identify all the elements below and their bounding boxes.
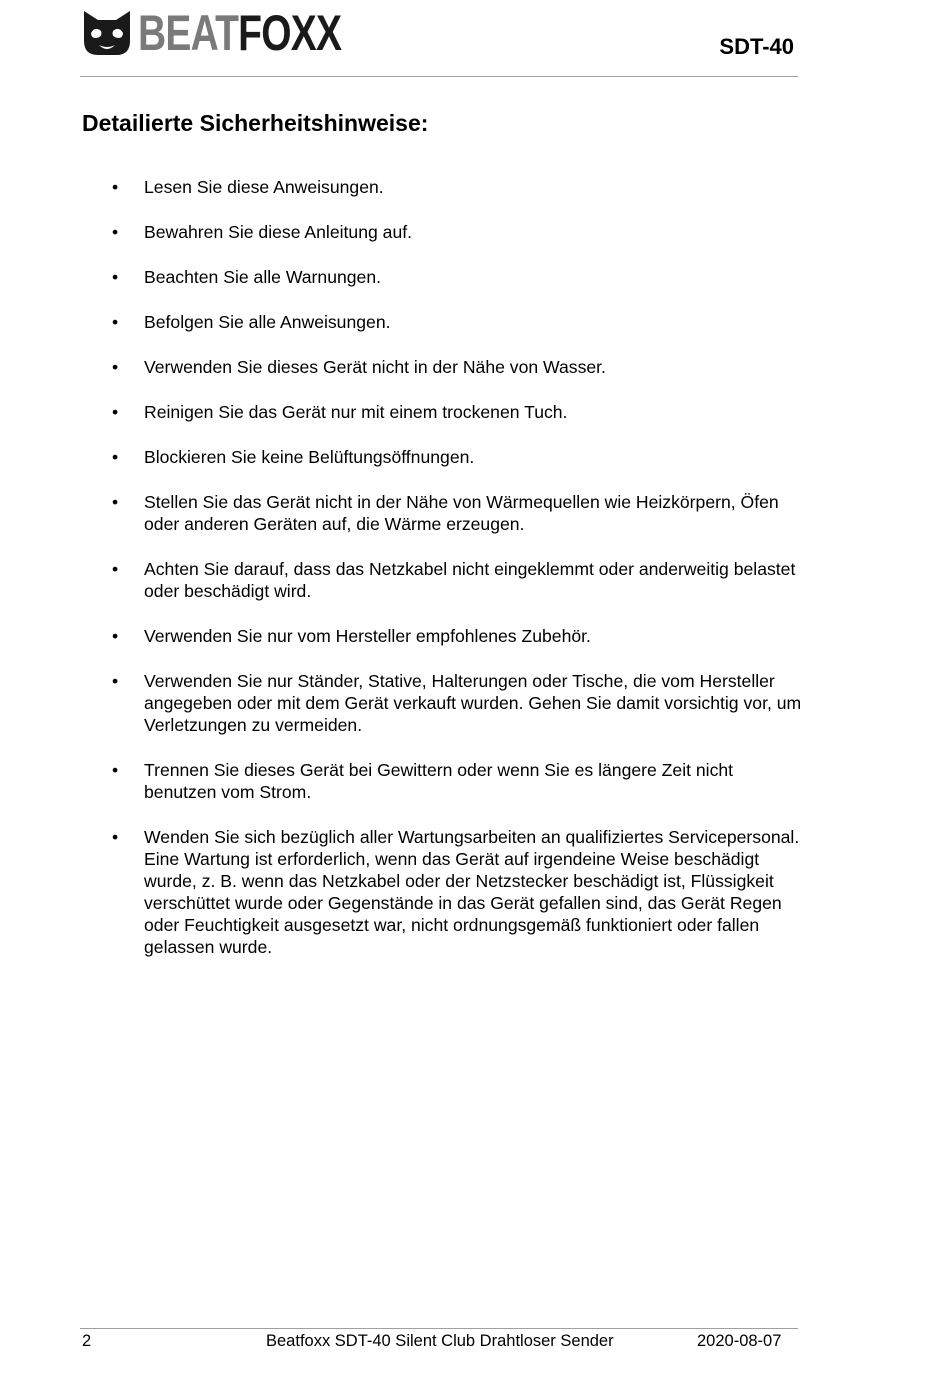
bullet-icon: • bbox=[112, 177, 119, 197]
footer-divider bbox=[80, 1328, 798, 1329]
bullet-icon: • bbox=[112, 312, 119, 332]
bullet-icon: • bbox=[112, 760, 119, 780]
model-label: SDT-40 bbox=[719, 34, 794, 59]
safety-list-item bbox=[112, 670, 802, 736]
brand-logo bbox=[82, 5, 399, 61]
bullet-icon: • bbox=[112, 402, 119, 422]
fox-logo-icon bbox=[82, 11, 132, 55]
safety-list bbox=[112, 176, 802, 981]
safety-item-text: Verwenden Sie dieses Gerät nicht in der Nähe von Wasser. bbox=[144, 357, 606, 377]
safety-list-item bbox=[112, 266, 802, 288]
section-heading: Detailierte Sicherheitshinweise: bbox=[82, 110, 429, 136]
bullet-icon: • bbox=[112, 626, 119, 646]
safety-list-item bbox=[112, 221, 802, 243]
safety-item-text: Achten Sie darauf, dass das Netzkabel nicht eingeklemmt oder anderweitig belastet oder beschädigt wird. bbox=[144, 559, 796, 601]
safety-list-item bbox=[112, 356, 802, 378]
footer-title: Beatfoxx SDT-40 Silent Club Drahtloser Sender bbox=[266, 1332, 614, 1350]
safety-item-text: Beachten Sie alle Warnungen. bbox=[144, 267, 382, 287]
bullet-icon: • bbox=[112, 222, 119, 242]
bullet-icon: • bbox=[112, 671, 119, 691]
bullet-icon: • bbox=[112, 357, 119, 377]
page-number: 2 bbox=[82, 1332, 92, 1350]
safety-item-text: Wenden Sie sich bezüglich aller Wartungsarbeiten an qualifiziertes Servicepersonal. Eine Wartung ist erforderlich, wenn das Gerät auf irgendeine Weise beschädigt wurde, z. B. wenn das Netzkabel oder der Netzstecker beschädigt ist, Flüssigkeit verschüttet wurde oder Gegenstände in das Gerät gefallen sind, das Gerät Regen oder Feuchtigkeit ausgesetzt war, nicht ordnungsgemäß funktioniert oder fallen gelassen wurde. bbox=[144, 827, 800, 957]
safety-list-item bbox=[112, 625, 802, 647]
safety-item-text: Verwenden Sie nur vom Hersteller empfohlenes Zubehör. bbox=[144, 626, 591, 646]
safety-item-text: Stellen Sie das Gerät nicht in der Nähe von Wärmequellen wie Heizkörpern, Öfen oder anderen Geräten auf, die Wärme erzeugen. bbox=[144, 492, 779, 534]
safety-item-text: Bewahren Sie diese Anleitung auf. bbox=[144, 222, 413, 242]
safety-list-item bbox=[112, 759, 802, 803]
safety-list-item bbox=[112, 401, 802, 423]
safety-list-item bbox=[112, 826, 802, 958]
bullet-icon: • bbox=[112, 447, 119, 467]
footer-date: 2020-08-07 bbox=[697, 1332, 782, 1350]
safety-list-item bbox=[112, 176, 802, 198]
safety-item-text: Trennen Sie dieses Gerät bei Gewittern oder wenn Sie es längere Zeit nicht benutzen vom Strom. bbox=[144, 760, 734, 802]
safety-list-item bbox=[112, 491, 802, 535]
safety-list-item bbox=[112, 446, 802, 468]
safety-list-item bbox=[112, 558, 802, 602]
safety-item-text: Reinigen Sie das Gerät nur mit einem trockenen Tuch. bbox=[144, 402, 568, 422]
header-divider bbox=[80, 76, 798, 77]
logo-wordmark: BEATFOXX bbox=[138, 5, 342, 61]
safety-item-text: Lesen Sie diese Anweisungen. bbox=[144, 177, 384, 197]
bullet-icon: • bbox=[112, 492, 119, 512]
safety-item-text: Verwenden Sie nur Ständer, Stative, Halterungen oder Tische, die vom Hersteller angegeben oder mit dem Gerät verkauft wurden. Gehen Sie damit vorsichtig vor, um Verletzungen zu vermeiden. bbox=[144, 671, 802, 735]
safety-item-text: Blockieren Sie keine Belüftungsöffnungen. bbox=[144, 447, 475, 467]
safety-list-item bbox=[112, 311, 802, 333]
safety-item-text: Befolgen Sie alle Anweisungen. bbox=[144, 312, 391, 332]
bullet-icon: • bbox=[112, 827, 119, 847]
bullet-icon: • bbox=[112, 559, 119, 579]
bullet-icon: • bbox=[112, 267, 119, 287]
